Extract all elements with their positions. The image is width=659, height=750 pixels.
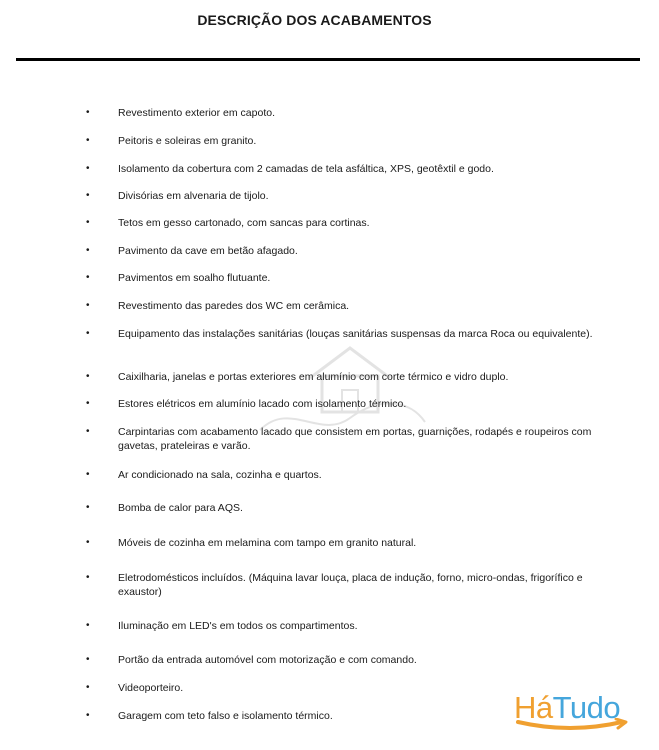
list-item-text: Tetos em gesso cartonado, com sancas para cortinas.: [118, 217, 370, 229]
list-item-text: Equipamento das instalações sanitárias (louças sanitárias suspensas da marca Roca ou equivalente).: [118, 328, 593, 340]
bullet: •: [86, 300, 90, 311]
bullet: •: [86, 537, 90, 548]
list-item-text: Divisórias em alvenaria de tijolo.: [118, 190, 269, 202]
list-item-text: Pavimentos em soalho flutuante.: [118, 272, 271, 284]
list-item-text: Eletrodomésticos incluídos. (Máquina lavar louça, placa de indução, forno, micro-ondas, frigorífico e exaustor): [118, 572, 583, 598]
hatudo-logo[interactable]: [510, 688, 640, 734]
bullet: •: [86, 398, 90, 409]
bullet: •: [86, 572, 90, 583]
bullet: •: [86, 163, 90, 174]
list-item-text: Portão da entrada automóvel com motorização e com comando.: [118, 654, 417, 666]
list-item-text: Ar condicionado na sala, cozinha e quartos.: [118, 469, 322, 481]
list-item-text: Bomba de calor para AQS.: [118, 502, 243, 514]
list-item-text: Móveis de cozinha em melamina com tampo em granito natural.: [118, 537, 417, 549]
bullet: •: [86, 502, 90, 513]
bullet: •: [86, 190, 90, 201]
bullet: •: [86, 710, 90, 721]
title-divider: [16, 58, 640, 61]
bullet: •: [86, 135, 90, 146]
list-item-text: Caixilharia, janelas e portas exteriores em alumínio com corte térmico e vidro duplo.: [118, 371, 509, 383]
bullet: •: [86, 217, 90, 228]
list-item-text: Carpintarias com acabamento lacado que consistem em portas, guarnições, rodapés e roupeiros com gavetas, prateleiras e varão.: [118, 426, 592, 452]
logo-text-tudo: Tudo: [552, 690, 621, 725]
house-watermark-icon: [250, 330, 430, 440]
bullet: •: [86, 426, 90, 437]
list-item-text: Revestimento das paredes dos WC em cerâmica.: [118, 300, 350, 312]
logo-text-ha: Há: [514, 690, 553, 725]
list-item-text: Peitoris e soleiras em granito.: [118, 135, 257, 147]
bullet: •: [86, 245, 90, 256]
bullet: •: [86, 107, 90, 118]
document-title: DESCRIÇÃO DOS ACABAMENTOS: [197, 12, 432, 28]
bullet: •: [86, 620, 90, 631]
list-item-text: Videoporteiro.: [118, 682, 184, 694]
list-item-text: Pavimento da cave em betão afagado.: [118, 245, 298, 257]
bullet: •: [86, 682, 90, 693]
bullet: •: [86, 654, 90, 665]
list-item-text: Revestimento exterior em capoto.: [118, 107, 275, 119]
bullet: •: [86, 469, 90, 480]
bullet: •: [86, 371, 90, 382]
bullet: •: [86, 272, 90, 283]
list-item-text: Iluminação em LED's em todos os compartimentos.: [118, 620, 358, 632]
bullet: •: [86, 328, 90, 339]
logo-smile-icon: [510, 718, 640, 734]
list-item-text: Isolamento da cobertura com 2 camadas de tela asfáltica, XPS, geotêxtil e godo.: [118, 163, 494, 175]
list-item-text: Estores elétricos em alumínio lacado com isolamento térmico.: [118, 398, 407, 410]
list-item-text: Garagem com teto falso e isolamento térmico.: [118, 710, 333, 722]
